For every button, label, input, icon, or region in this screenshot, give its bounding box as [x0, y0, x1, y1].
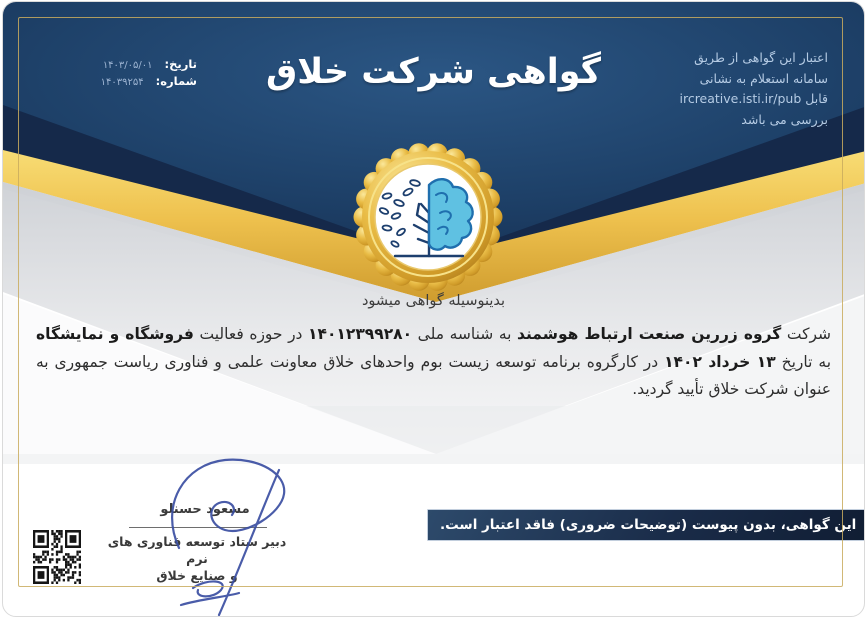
validity-line: سامانه استعلام به نشانی	[699, 70, 828, 86]
medal-badge	[343, 132, 513, 302]
signature-divider	[129, 527, 267, 528]
body-segment: در حوزه فعالیت	[193, 325, 309, 343]
certificate-card	[2, 1, 865, 617]
certify-line: بدینوسیله گواهی میشود	[361, 293, 506, 309]
number-label: شماره:	[155, 74, 197, 88]
certificate-body-text	[36, 321, 831, 404]
disclaimer-text: این گواهی، بدون پیوست (توضیحات ضروری) فاقد اعتبار است.	[440, 517, 857, 533]
company-name: گروه زررین صنعت ارتباط هوشمند	[517, 325, 782, 343]
certificate-title: گواهی شرکت خلاق	[265, 52, 602, 92]
signatory-title-line2: و صنایع خلاق	[156, 568, 238, 583]
disclaimer-banner	[427, 509, 865, 541]
signatory-title-line1: دبیر ستاد توسعه فناوری های نرم	[107, 534, 287, 566]
number-value: ۱۴۰۳۹۲۵۴	[100, 77, 144, 88]
national-id-value: ۱۴۰۱۲۳۹۹۲۸۰	[308, 325, 413, 343]
body-segment: شرکت	[781, 325, 831, 343]
validity-line: بررسی می باشد	[741, 111, 828, 127]
signatory-title	[97, 533, 297, 584]
validity-line-url: ircreative.isti.ir/pub قابل	[679, 91, 828, 106]
date-value: ۱۴۰۳/۰۵/۰۱	[102, 60, 153, 71]
validity-note	[610, 48, 828, 130]
body-segment: در کارگروه برنامه توسعه زیست بوم واحدهای خلاق معاونت علمی و فناوری ریاست جمهوری به عنوان شرکت خلاق تأیید گردید.	[36, 352, 831, 398]
signatory-name: مسعود حسنلو	[160, 502, 250, 517]
qr-code	[33, 530, 81, 584]
validity-line: اعتبار این گواهی از طریق	[694, 50, 828, 65]
body-segment: به شناسه ملی	[412, 325, 518, 343]
approval-date-value: ۱۳ خرداد ۱۴۰۲	[664, 352, 776, 371]
date-label: تاریخ:	[164, 57, 197, 71]
activity-field-value: فروشگاه و نمایشگاه	[36, 325, 194, 343]
body-segment: به تاریخ	[775, 352, 832, 371]
